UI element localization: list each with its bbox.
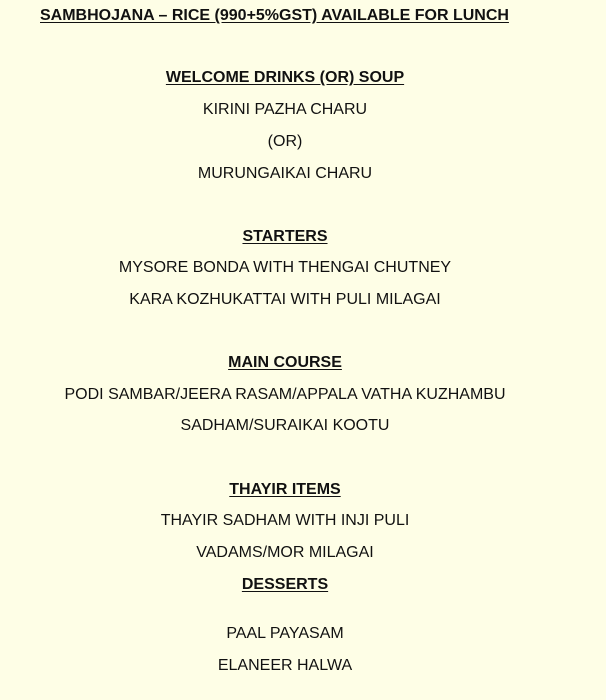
section-heading-starters: STARTERS bbox=[242, 228, 328, 245]
menu-item-mysore-bonda: MYSORE BONDA WITH THENGAI CHUTNEY bbox=[118, 259, 452, 276]
section-heading-desserts: DESSERTS bbox=[241, 576, 329, 593]
menu-item-thayir-sadham: THAYIR SADHAM WITH INJI PULI bbox=[160, 512, 410, 529]
menu-item-elaneer-halwa: ELANEER HALWA bbox=[217, 657, 353, 674]
menu-item-vadams: VADAMS/MOR MILAGAI bbox=[196, 544, 374, 561]
menu-item-or-separator: (OR) bbox=[267, 133, 303, 150]
menu-item-sadham-suraikai-kootu: SADHAM/SURAIKAI KOOTU bbox=[180, 417, 390, 434]
section-heading-welcome-drinks: WELCOME DRINKS (OR) SOUP bbox=[165, 69, 405, 86]
section-heading-main-course: MAIN COURSE bbox=[228, 354, 342, 371]
menu-item-paal-payasam: PAAL PAYASAM bbox=[226, 625, 344, 642]
menu-item-murungaikai-charu: MURUNGAIKAI CHARU bbox=[197, 165, 373, 182]
menu-item-kara-kozhukattai: KARA KOZHUKATTAI WITH PULI MILAGAI bbox=[129, 291, 441, 308]
section-heading-thayir-items: THAYIR ITEMS bbox=[229, 481, 341, 498]
menu-title: SAMBHOJANA – RICE (990+5%GST) AVAILABLE FOR LUNCH bbox=[40, 7, 509, 24]
menu-item-podi-sambar: PODI SAMBAR/JEERA RASAM/APPALA VATHA KUZHAMBU bbox=[64, 386, 506, 403]
menu-item-kirini-pazha-charu: KIRINI PAZHA CHARU bbox=[202, 101, 368, 118]
